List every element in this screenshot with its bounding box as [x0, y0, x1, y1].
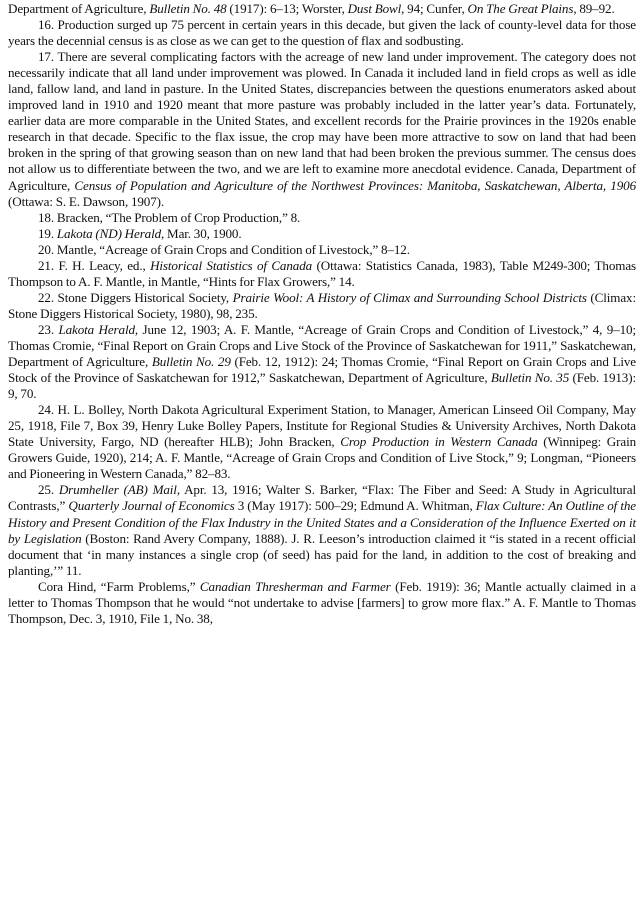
note-text: (Winnipeg: Grain Growers Guide, 1920), 214; A. F. Mantle, “Acreage of Grain Crops and Condition of Live Stock,” 9; Longman, “Pioneers and Pioneering in Western Canada,” 82–83. — [8, 434, 637, 482]
note-text: 3 (May 1917): 500–29; Edmund A. Whitman, — [234, 498, 476, 514]
note-text: , 89–92. — [573, 1, 615, 16]
note-text: Production surged up 75 percent in certain years in this decade, but given the lack of county-level data for those years the decennial census is as close as we can get to the question of flax and sodbusting. — [8, 17, 636, 49]
endnote — [8, 290, 636, 322]
endnote-number: 22. — [38, 289, 55, 305]
note-text: There are several complicating factors with the acreage of new land under improvement. The category does not necessarily indicate that all land under improvement was plowed. In Canada it included land in field crops as well as idle land, fallow land, and land in pasture. In the United States, discrepancies between the questions enumerators asked about improved land in 1910 and 1920 meant that more pasture was probably included in the latter year’s data. Fortunately, earlier data are more comparable in the United States, and excellent records for the Prairie provinces in the 1920s enable research in that decade. Specific to the flax issue, the crop may have been more attractive to sow on land that had been broken in the spring of that growing season than on new land that had been broken the previous summer. The census does not allow us to differentiate between the two, and we are left to examine more anecdotal evidence. Canada, Department of Agriculture, — [8, 49, 636, 193]
citation-title: Lakota (ND) Herald — [56, 225, 162, 241]
note-text: (Climax: Stone Diggers Historical Society, 1980), 98, 235. — [8, 289, 636, 321]
note-text: Department of Agriculture, — [8, 1, 150, 16]
note-text: Cora Hind, “Farm Problems,” — [38, 578, 200, 594]
note-text: H. L. Bolley, North Dakota Agricultural Experiment Station, to Manager, American Linseed Oil Company, May 25, 1918, File 7, Box 39, Henry Luke Bolley Papers, Institute for Regional Studies & University Archives, North Dakota State University, Fargo, ND (hereafter HLB); John Bracken, — [8, 402, 636, 450]
citation-title: Census of Population and Agriculture of the Northwest Provinces: Manitoba, Saskatchewan, Alberta, 1906 — [74, 177, 636, 193]
endnote — [8, 17, 636, 49]
note-text: (1917): 6–13; Worster, — [226, 1, 348, 16]
note-text: (Ottawa: Statistics Canada, 1983), Table M249-300; Thomas Thompson to A. F. Mantle, in Mantle, “Hints for Flax Growers,” 14. — [8, 257, 636, 289]
endnote-number: 21. — [38, 257, 55, 273]
note-text: (Ottawa: S. E. Dawson, 1907). — [8, 193, 165, 209]
citation-title: Dust Bowl — [347, 1, 402, 16]
citation-title: Flax Culture: An Outline of the History and Present Condition of the Flax Industry in the United States and a Consideration of the Influence Exerted on it by Legislation — [8, 498, 636, 546]
citation-title: Bulletin No. 48 — [149, 1, 227, 16]
citation-title: Bulletin No. 35 — [490, 370, 570, 386]
citation-title: Prairie Wool: A History of Climax and Surrounding School Districts — [232, 289, 587, 305]
citation-title: Quarterly Journal of Economics — [68, 498, 235, 514]
note-text: , 94; Cunfer, — [401, 1, 468, 16]
endnote-number: 18. — [38, 209, 55, 225]
note-text: (Boston: Rand Avery Company, 1888). J. R. Leeson’s introduction claimed it “is stated in a recent official document that ‘in many instances a single crop (of seed) has paid for the land, in addition to the cost of breaking and planting,’” 11. — [8, 530, 636, 578]
citation-title: Lakota Herald — [58, 321, 135, 337]
citation-title: Historical Statistics of Canada — [150, 257, 313, 273]
endnote — [8, 1, 636, 17]
endnote — [8, 242, 636, 258]
endnote-number: 24. — [38, 402, 55, 418]
note-text: (Feb. 1913): 9, 70. — [8, 370, 636, 402]
endnote — [8, 482, 636, 578]
endnote — [8, 402, 636, 482]
endnote-number: 25. — [38, 482, 55, 498]
note-text: , June 12, 1903; A. F. Mantle, “Acreage of Grain Crops and Condition of Livestock,” 4, 9–10; Thomas Cromie, “Final Report on Grain Crops and Live Stock of the Province of Saskatchewan for 1911,” Saskatchewan, Department of Agriculture, — [8, 321, 636, 370]
citation-title: Crop Production in Western Canada — [340, 434, 538, 450]
note-text: Mantle, “Acreage of Grain Crops and Condition of Livestock,” 8–12. — [56, 241, 410, 257]
endnote-number: 23. — [38, 321, 55, 337]
note-text: (Feb. 1919): 36; Mantle actually claimed in a letter to Thomas Thompson that he would “not undertake to advise [farmers] to grow more flax.” A. F. Mantle to Thomas Thompson, Dec. 3, 1910, File 1, No. 38, — [8, 578, 636, 626]
citation-title: On The Great Plains — [467, 1, 574, 16]
endnote — [8, 49, 636, 209]
citation-title: Drumheller (AB) Mail — [58, 482, 177, 498]
endnote-number: 16. — [38, 17, 55, 33]
endnotes-list — [8, 1, 636, 627]
endnote-number: 20. — [38, 241, 55, 257]
endnote — [8, 322, 636, 402]
endnote — [8, 258, 636, 290]
citation-title: Canadian Thresherman and Farmer — [199, 578, 391, 594]
endnote — [8, 226, 636, 242]
note-text: Bracken, “The Problem of Crop Production,” 8. — [56, 209, 301, 225]
note-text: F. H. Leacy, ed., — [58, 257, 151, 273]
endnote — [8, 579, 636, 627]
citation-title: Bulletin No. 29 — [151, 354, 231, 370]
note-text: , Apr. 13, 1916; Walter S. Barker, “Flax: The Fiber and Seed: A Study in Agricultural Contrasts,” — [8, 482, 637, 514]
endnote — [8, 210, 636, 226]
endnote-number: 17. — [38, 49, 55, 65]
note-text: Stone Diggers Historical Society, — [57, 289, 233, 305]
endnote-number: 19. — [38, 225, 55, 241]
note-text: , Mar. 30, 1900. — [161, 225, 242, 241]
note-text: (Feb. 12, 1912): 24; Thomas Cromie, “Final Report on Grain Crops and Live Stock of the Province of Saskatchewan for 1912,” Saskatchewan, Department of Agriculture, — [8, 354, 636, 386]
